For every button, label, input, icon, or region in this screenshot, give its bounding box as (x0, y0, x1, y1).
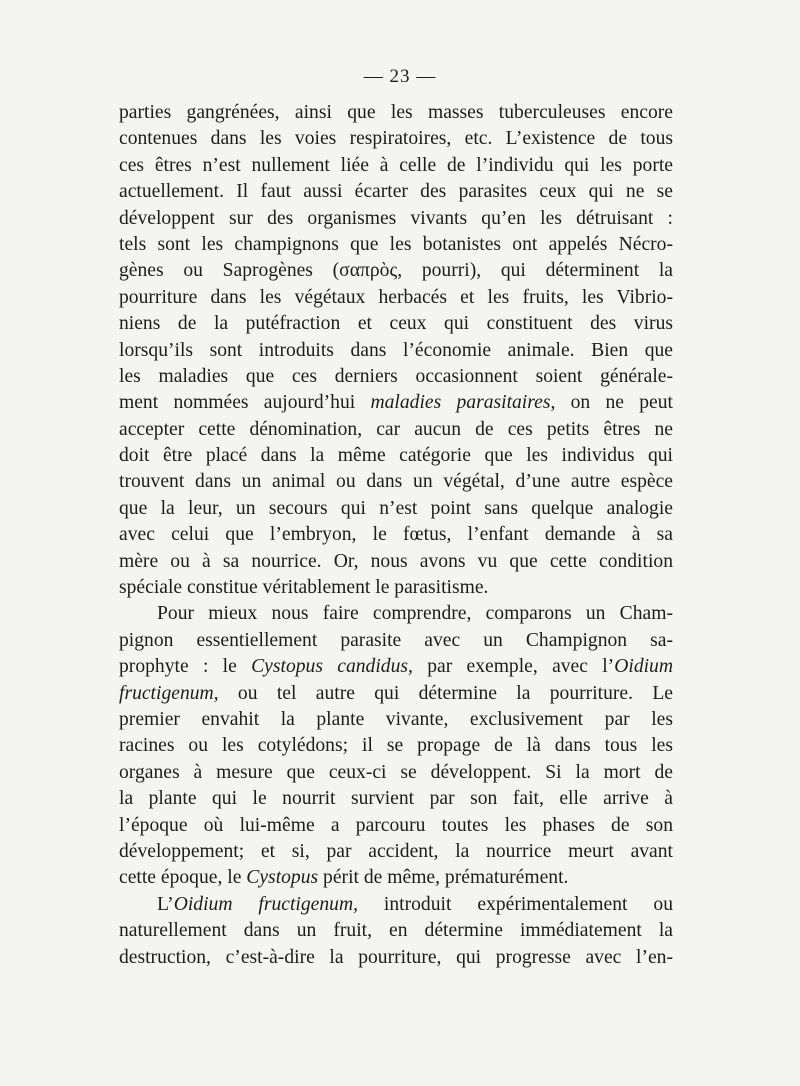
text-line: doit être placé dans la même catégorie que les individus qui (119, 445, 673, 467)
text-line: pignon essentiellement parasite avec un Champignon sa- (119, 629, 673, 651)
italic-term: maladies parasitaires, (370, 392, 556, 414)
text-line: que la leur, un secours qui n’est point sans quelque analogie (119, 497, 673, 519)
italic-term: fructigenum, (119, 682, 219, 704)
text-line: lorsqu’ils sont introduits dans l’économie animale. Bien que (119, 339, 673, 361)
text-line: actuellement. Il faut aussi écarter des parasites ceux qui ne se (119, 181, 673, 203)
paragraph-3 (119, 892, 673, 971)
text-line: destruction, c’est-à-dire la pourriture, qui progresse avec l’en- (119, 946, 673, 968)
page-number: — 23 — (363, 66, 437, 87)
text-line: naturellement dans un fruit, en détermine immédiatement la (119, 920, 673, 942)
text-line: développement; et si, par accident, la nourrice meurt avant (119, 840, 673, 862)
text-line: les maladies que ces derniers occasionnent soient générale- (119, 365, 673, 387)
text-line: niens de la putéfraction et ceux qui constituent des virus (119, 313, 673, 335)
text-line: organes à mesure que ceux-ci se développent. Si la mort de (119, 761, 673, 783)
text-line: gènes ou Saprogènes (σαπρὸς, pourri), qui déterminent la (119, 260, 673, 282)
text-line: tels sont les champignons que les botanistes ont appelés Nécro- (119, 233, 673, 255)
text-line: l’époque où lui-même a parcouru toutes les phases de son (119, 814, 673, 836)
text-line: contenues dans les voies respiratoires, etc. L’existence de tous (119, 128, 673, 150)
text-line: mère ou à sa nourrice. Or, nous avons vu que cette condition (119, 550, 673, 572)
text-line: trouvent dans un animal ou dans un végétal, d’une autre espèce (119, 471, 673, 493)
text-line: prophyte : le Cystopus candidus, par exemple, avec l’Oidium (119, 656, 673, 678)
text-line: fructigenum, ou tel autre qui détermine la pourriture. Le (119, 682, 673, 704)
text-line: racines ou les cotylédons; il se propage de là dans tous les (119, 735, 673, 757)
text-line: ment nommées aujourd’hui maladies parasitaires, on ne peut (119, 392, 673, 414)
text-line: cette époque, le Cystopus périt de même, prématurément. (119, 867, 569, 889)
italic-term: Cystopus (246, 867, 319, 889)
text-line: premier envahit la plante vivante, exclusivement par les (119, 708, 673, 730)
text-line: parties gangrénées, ainsi que les masses tuberculeuses encore (119, 102, 673, 123)
text-line: pourriture dans les végétaux herbacés et les fruits, les Vibrio- (119, 286, 673, 308)
text-line: L’Oidium fructigenum, introduit expérimentalement ou (157, 893, 673, 915)
body-text (119, 100, 673, 971)
paragraph-1 (119, 100, 673, 601)
text-line: la plante qui le nourrit survient par son fait, elle arrive à (119, 788, 673, 810)
text-line: ces êtres n’est nullement liée à celle de l’individu qui les porte (119, 154, 673, 176)
text-line: développent sur des organismes vivants qu’en les détruisant : (119, 207, 673, 229)
text-line: spéciale constitue véritablement le parasitisme. (119, 577, 489, 599)
paragraph-2 (119, 601, 673, 891)
italic-term: Cystopus candidus, (251, 656, 413, 678)
text-line: accepter cette dénomination, car aucun de ces petits êtres ne (119, 418, 673, 440)
italic-term: Oidium (614, 656, 673, 678)
text-line: Pour mieux nous faire comprendre, comparons un Cham- (157, 603, 673, 625)
text-line: avec celui que l’embryon, le fœtus, l’enfant demande à sa (119, 524, 673, 546)
italic-term: Oidium fructigenum, (173, 893, 358, 915)
